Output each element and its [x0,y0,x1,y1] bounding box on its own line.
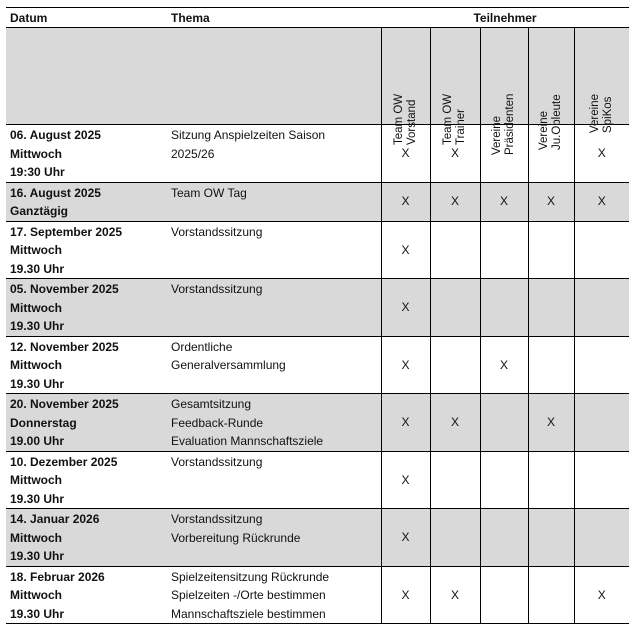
participation-mark: X [528,394,574,452]
participation-mark [574,451,629,509]
participation-mark: X [480,182,528,221]
date-line: Mittwoch [10,473,62,487]
participation-mark [574,279,629,337]
participation-mark: X [381,509,430,567]
participation-mark [480,509,528,567]
date-line: Mittwoch [10,300,62,315]
date-line: Mittwoch [10,358,62,372]
participant-col-line1: Vereine [588,93,601,133]
topic-cell [167,566,381,624]
date-line: Donnerstag [10,415,77,430]
date-cell [6,451,167,509]
date-line: 05. November 2025 [10,282,119,296]
participation-mark: X [381,221,430,279]
date-line: 06. August 2025 [10,128,101,142]
topic-line: Sitzung Anspielzeiten Saison [171,128,326,142]
topic-line: Gesamtsitzung [171,397,252,411]
date-cell [6,394,167,452]
topic-line: Vorstandssitzung [171,224,263,239]
header-blank-thema [167,28,381,125]
date-cell [6,279,167,337]
topic-line: 2025/26 [171,146,215,161]
participation-mark: X [381,336,430,394]
participant-col-line2: Trainer [455,109,467,145]
participant-col-line1: Team OW [392,93,405,145]
participation-mark [480,566,528,624]
topic-line: Mannschaftsziele bestimmen [171,606,326,621]
date-line: Mittwoch [10,530,62,545]
date-cell [6,125,167,183]
date-line: 10. Dezember 2025 [10,454,118,469]
participant-col-header [574,28,629,133]
participation-mark [430,279,480,337]
date-line: 19.30 Uhr [10,319,65,333]
participation-mark [528,279,574,337]
date-line: 12. November 2025 [10,339,119,354]
participant-col-line2: Präsidenten [504,93,516,155]
topic-cell [167,336,381,394]
date-line: 19.30 Uhr [10,376,65,391]
topic-line: Evaluation Mannschaftsziele [171,434,324,448]
topic-cell [167,394,381,452]
participation-mark [574,509,629,567]
date-cell [6,336,167,394]
topic-line: Ordentliche [171,339,233,354]
header-blank-datum [6,28,167,125]
participant-col-header [430,28,480,145]
header-row [6,8,629,28]
participation-mark [528,336,574,394]
participation-mark: X [430,125,480,183]
participation-mark [430,336,480,394]
table-row [6,221,629,279]
date-line: 19.30 Uhr [10,606,65,621]
date-cell [6,182,167,221]
participant-header-row [6,28,629,125]
participation-mark [480,451,528,509]
participant-col-line2: Vorstand [405,99,418,145]
date-line: 19.30 Uhr [10,491,65,506]
table-row [6,566,629,624]
participant-col-header [480,28,528,155]
table-row [6,279,629,337]
topic-cell [167,125,381,183]
date-line: 19:30 Uhr [10,165,65,179]
participation-mark [528,221,574,279]
topic-line: Vorbereitung Rückrunde [171,530,301,545]
date-line: 20. November 2025 [10,397,119,411]
participation-mark [480,221,528,279]
participation-mark: X [381,125,430,183]
participation-mark [528,566,574,624]
participation-mark: X [381,279,430,337]
table-row [6,182,629,221]
date-line: 19.30 Uhr [10,549,65,563]
date-cell [6,221,167,279]
topic-cell [167,182,381,221]
date-line: 14. Januar 2026 [10,512,100,526]
participation-mark [574,336,629,394]
topic-line: Feedback-Runde [171,415,264,430]
topic-cell [167,509,381,567]
header-thema: Thema [167,8,381,28]
participant-col-line2: Ju.Obleute [551,94,563,150]
participation-mark [528,509,574,567]
topic-line: Generalversammlung [171,358,286,372]
participant-col-line1: Vereine [538,110,550,150]
participation-mark: X [480,336,528,394]
participation-mark [574,394,629,452]
topic-line: Team OW Tag [171,185,247,200]
topic-line: Vorstandssitzung [171,512,263,526]
date-line: 19.00 Uhr [10,434,65,448]
table-row [6,509,629,567]
header-teilnehmer: Teilnehmer [381,8,629,28]
date-line: 17. September 2025 [10,224,123,239]
schedule-table [6,7,629,624]
participation-mark: X [430,182,480,221]
topic-line: Spielzeitensitzung Rückrunde [171,569,330,584]
participation-mark [480,279,528,337]
date-line: Mittwoch [10,146,62,161]
participation-mark: X [574,566,629,624]
participation-mark [528,451,574,509]
participation-mark [430,451,480,509]
participant-col-line2: SpiKos [601,96,614,133]
participation-mark: X [381,394,430,452]
participant-col-line1: Team OW [442,93,454,145]
participation-mark [430,221,480,279]
table-row [6,451,629,509]
participation-mark [574,221,629,279]
topic-cell [167,451,381,509]
participation-mark: X [381,182,430,221]
date-line: Mittwoch [10,588,62,602]
date-cell [6,566,167,624]
date-line: Ganztägig [10,204,69,218]
participant-col-line1: Vereine [491,115,503,155]
date-line: 16. August 2025 [10,185,101,200]
participation-mark [480,394,528,452]
topic-line: Spielzeiten -/Orte bestimmen [171,588,326,602]
participation-mark: X [381,566,430,624]
participation-mark: X [381,451,430,509]
participant-col-header [528,28,574,150]
participation-mark: X [574,125,629,183]
topic-line: Vorstandssitzung [171,454,263,469]
participation-mark: X [430,394,480,452]
date-line: 19.30 Uhr [10,261,65,276]
table-row [6,394,629,452]
header-datum: Datum [6,8,167,28]
topic-line: Vorstandssitzung [171,282,263,296]
topic-cell [167,279,381,337]
topic-cell [167,221,381,279]
participation-mark [430,509,480,567]
table-row [6,125,629,183]
participant-col-header [381,28,430,145]
participation-mark: X [528,182,574,221]
date-cell [6,509,167,567]
table-row [6,336,629,394]
date-line: 18. Februar 2026 [10,569,105,584]
participation-mark: X [430,566,480,624]
participation-mark: X [574,182,629,221]
date-line: Mittwoch [10,243,62,257]
